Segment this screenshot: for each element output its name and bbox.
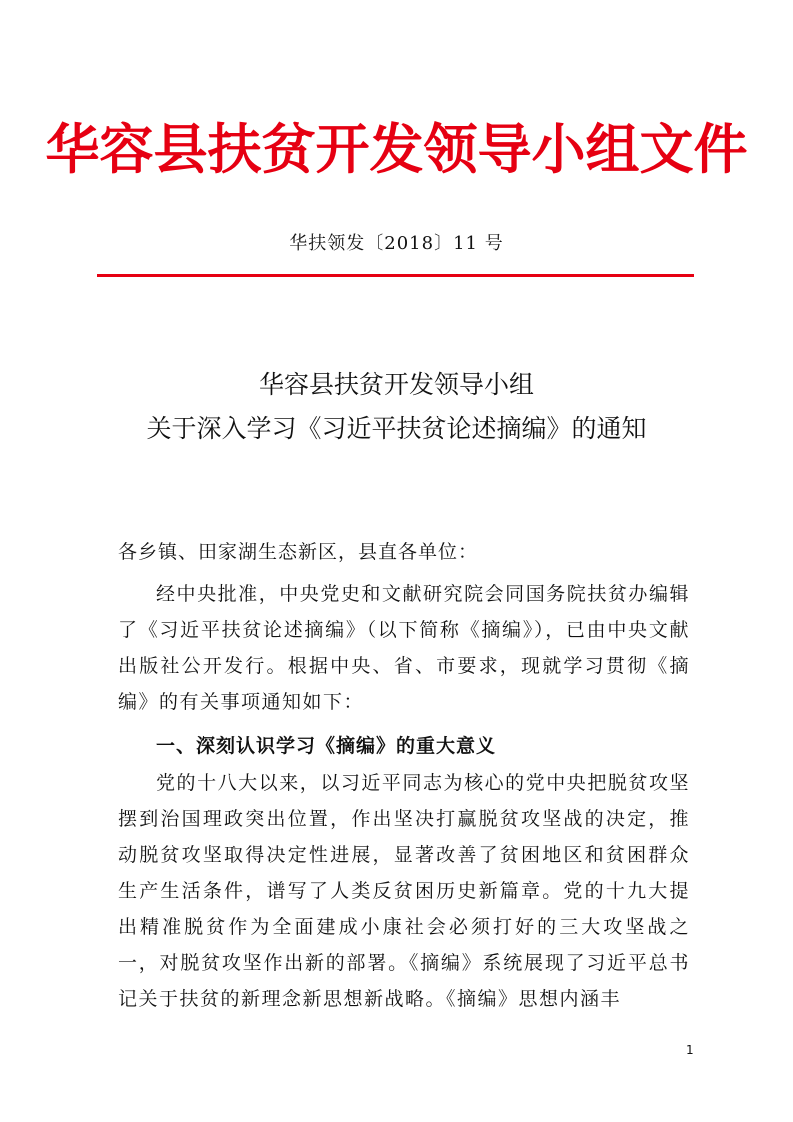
body-paragraph-2: 党的十八大以来，以习近平同志为核心的党中央把脱贫攻坚摆到治国理政突出位置，作出坚决打赢脱贫攻坚战的决定，推动脱贫攻坚取得决定性进展，显著改善了贫困地区和贫困群众生产生活条件，谱写了人类反贫困历史新篇章。党的十九大提出精准脱贫作为全面建成小康社会必须打好的三大攻坚战之一，对脱贫攻坚作出新的部署。《摘编》系统展现了习近平总书记关于扶贫的新理念新思想新战略。《摘编》思想内涵丰 [118,772,690,1010]
addressee: 各乡镇、田家湖生态新区，县直各单位： [118,541,479,563]
document-title-line-2: 关于深入学习《习近平扶贫论述摘编》的通知 [146,414,647,443]
document-title-line-1: 华容县扶贫开发领导小组 [258,370,534,399]
section-heading-1: 一、深刻认识学习《摘编》的重大意义 [156,735,497,757]
page-number: 1 [686,1043,694,1057]
red-separator-line [97,274,694,277]
body-paragraph-1: 经中央批准，中央党史和文献研究院会同国务院扶贫办编辑了《习近平扶贫论述摘编》（以下简称《摘编》），已由中央文献出版社公开发行。根据中央、省、市要求，现就学习贯彻《摘编》的有关事项通知如下： [118,583,690,713]
masthead-title: 华容县扶贫开发领导小组文件 [45,117,748,181]
document-number: 华扶领发〔2018〕11 号 [289,233,504,254]
